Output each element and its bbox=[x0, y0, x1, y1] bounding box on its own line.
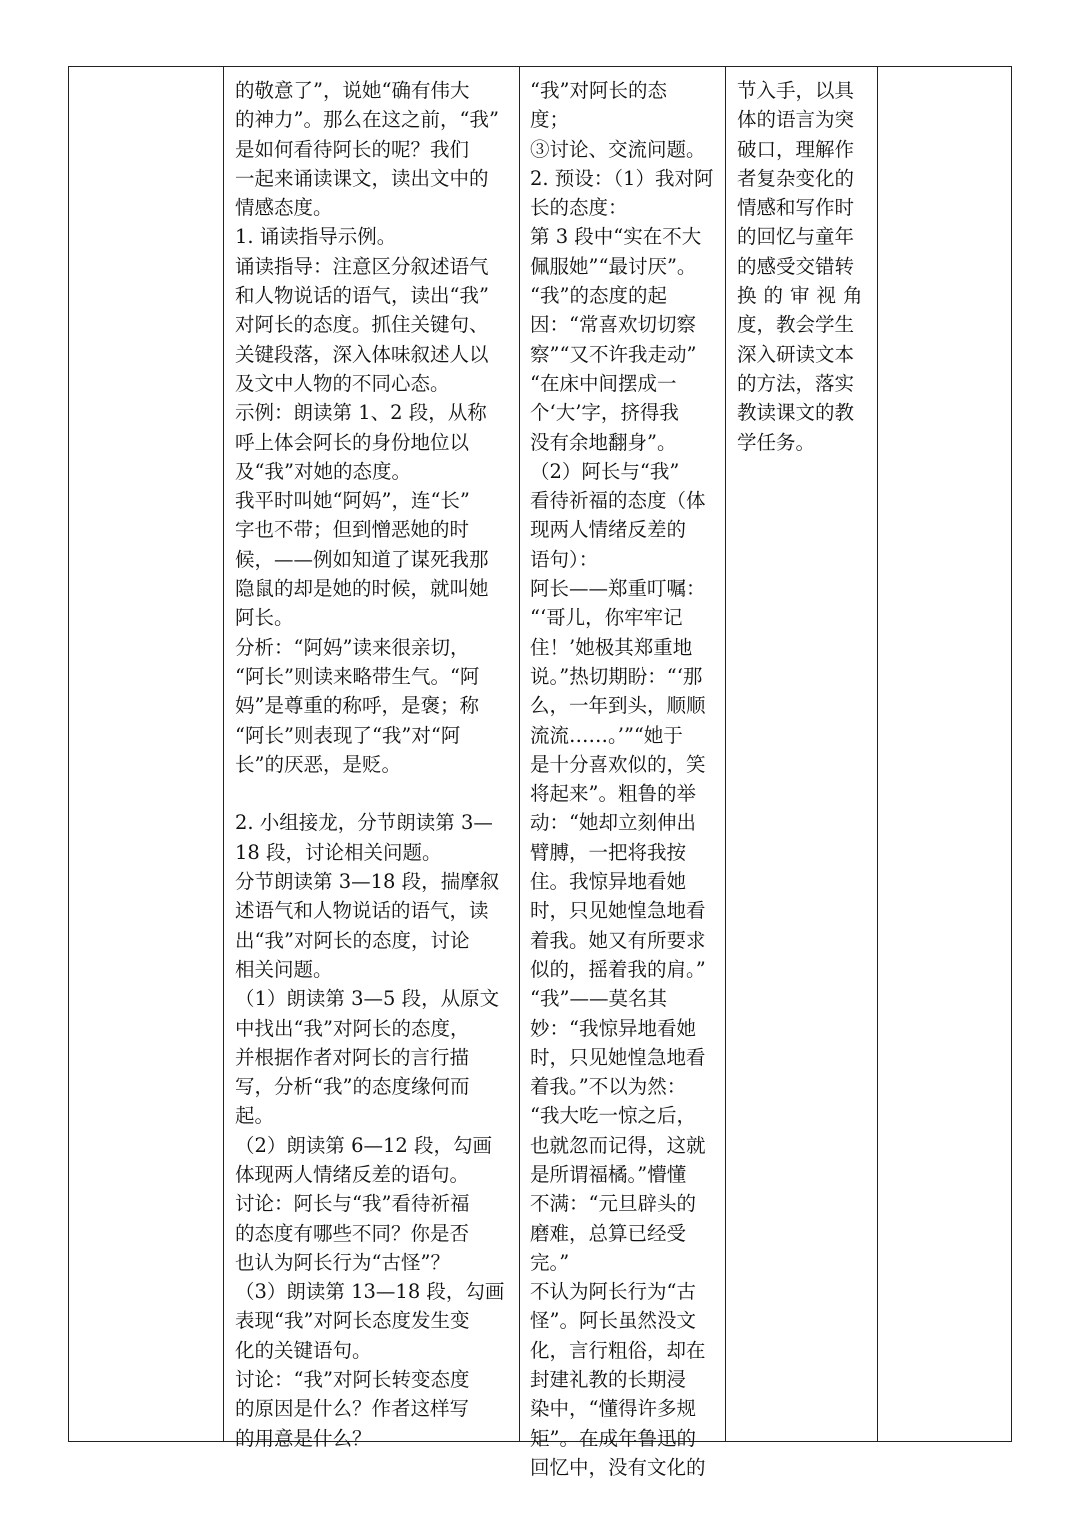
text-line: 也认为阿长行为“古怪”？ bbox=[235, 1250, 450, 1274]
text-line: 的神力”。那么在这之前，“我” bbox=[235, 108, 499, 132]
text-line: 不认为阿长行为“古 bbox=[530, 1280, 696, 1304]
text-line: 长的态度： bbox=[530, 196, 628, 220]
text-line: 分析：“阿妈”读来很亲切， bbox=[235, 635, 470, 659]
text-line: 学任务。 bbox=[737, 430, 816, 454]
text-line: 个‘大’字，挤得我 bbox=[530, 401, 679, 425]
text-line: 阿长——郑重叮嘱： bbox=[530, 577, 706, 601]
text-line: （3）朗读第 13—18 段，勾画 bbox=[235, 1280, 505, 1304]
text-line: 察”“又不许我走动” bbox=[530, 342, 697, 366]
text-line: 1. 诵读指导示例。 bbox=[235, 225, 397, 249]
text-line: 度； bbox=[530, 108, 570, 132]
text-line: 破口，理解作 bbox=[737, 137, 855, 161]
text-line: 化，言行粗俗，却在 bbox=[530, 1338, 706, 1362]
text-line: 起。 bbox=[235, 1104, 275, 1128]
text-line: 流流……。’”“她于 bbox=[530, 723, 683, 747]
text-line: 体现两人情绪反差的语句。 bbox=[235, 1162, 470, 1186]
text-line: 深入研读文本 bbox=[737, 342, 855, 366]
text-line: “我”对阿长的态 bbox=[530, 79, 667, 102]
text-line: 时，只见她惶急地看 bbox=[530, 899, 706, 923]
text-line: “在床中间摆成一 bbox=[530, 371, 677, 395]
text-line: 讨论：阿长与“我”看待祈福 bbox=[235, 1192, 470, 1216]
text-line: 是所谓福橘。”懵懂 bbox=[530, 1162, 687, 1186]
text-line: 妈”是尊重的称呼，是褒；称 bbox=[235, 694, 479, 718]
text-line: 者复杂变化的 bbox=[737, 166, 855, 190]
text-line: 对阿长的态度。抓住关键句、 bbox=[235, 313, 489, 337]
text-line: 妙：“我惊异地看她 bbox=[530, 1016, 696, 1040]
text-line: 因：“常喜欢切切察 bbox=[530, 313, 696, 337]
text-line: 封建礼教的长期浸 bbox=[530, 1368, 687, 1392]
text-line: 第 3 段中“实在不大 bbox=[530, 225, 702, 249]
text-line: 看待祈福的态度（体 bbox=[530, 489, 706, 513]
table-column-1 bbox=[69, 67, 223, 1441]
text-line: 体的语言为突 bbox=[737, 108, 855, 132]
text-line: 说。”热切期盼：“‘那 bbox=[530, 664, 703, 688]
text-line: 出“我”对阿长的态度，讨论 bbox=[235, 928, 470, 952]
text-line: 着我。她又有所要求 bbox=[530, 928, 706, 952]
text-line: 的用意是什么？ bbox=[235, 1426, 372, 1450]
text-line: “我”——莫名其 bbox=[530, 987, 667, 1011]
text-line: 长”的厌恶，是贬。 bbox=[235, 752, 401, 776]
text-line: 我平时叫她“阿妈”，连“长” bbox=[235, 489, 470, 513]
text-line: 及“我”对她的态度。 bbox=[235, 459, 411, 483]
text-line: 的方法，落实 bbox=[737, 371, 855, 395]
text-line bbox=[235, 779, 515, 808]
text-line: 语句）： bbox=[530, 547, 599, 571]
text-line: （2）朗读第 6—12 段，勾画 bbox=[235, 1133, 493, 1157]
text-line: 将起来”。粗鲁的举 bbox=[530, 782, 696, 806]
text-line: 臂膊，一把将我按 bbox=[530, 840, 687, 864]
text-line: 的原因是什么？作者这样写 bbox=[235, 1397, 470, 1421]
text-line: 磨难，总算已经受 bbox=[530, 1221, 687, 1245]
text-line: 着我。”不以为然： bbox=[530, 1075, 687, 1099]
text-line: 么，一年到头，顺顺 bbox=[530, 694, 706, 718]
text-line: 染中，“懂得许多规 bbox=[530, 1397, 696, 1421]
text-line: 换的审视角 bbox=[737, 284, 870, 308]
text-line: 诵读指导：注意区分叙述语气 bbox=[235, 254, 489, 278]
text-line: “我”的态度的起 bbox=[530, 284, 667, 308]
text-line: 的回忆与童年 bbox=[737, 225, 855, 249]
text-line: 示例：朗读第 1、2 段，从称 bbox=[235, 401, 487, 425]
text-line: 中找出“我”对阿长的态度， bbox=[235, 1016, 470, 1040]
text-line: “阿长”则读来略带生气。“阿 bbox=[235, 664, 480, 688]
text-line: 写，分析“我”的态度缘何而 bbox=[235, 1075, 470, 1099]
column-5-text bbox=[878, 67, 1011, 76]
text-line: 字也不带；但到憎恶她的时 bbox=[235, 518, 470, 542]
text-line: 动：“她却立刻伸出 bbox=[530, 811, 696, 835]
table-column-student-activity bbox=[519, 67, 725, 1479]
text-line: 现两人情绪反差的 bbox=[530, 518, 687, 542]
teacher-activity-text bbox=[224, 67, 519, 1453]
text-line: 相关问题。 bbox=[235, 957, 333, 981]
text-line: 矩”。在成年鲁迅的 bbox=[530, 1426, 696, 1450]
text-line: 情感和写作时 bbox=[737, 196, 855, 220]
table-column-5 bbox=[877, 67, 1011, 1441]
text-line: 分节朗读第 3—18 段，揣摩叙 bbox=[235, 870, 500, 894]
text-line: “‘哥儿，你牢牢记 bbox=[530, 606, 683, 630]
text-line: 2. 小组接龙，分节朗读第 3— bbox=[235, 811, 493, 835]
text-line: 隐鼠的却是她的时候，就叫她 bbox=[235, 577, 489, 601]
text-line: 住！’她极其郑重地 bbox=[530, 635, 693, 659]
text-line: 化的关键语句。 bbox=[235, 1338, 372, 1362]
text-line: 完。” bbox=[530, 1250, 570, 1274]
text-line: 呼上体会阿长的身份地位以 bbox=[235, 430, 470, 454]
lesson-plan-table bbox=[68, 66, 1012, 1479]
text-line: ③讨论、交流问题。 bbox=[530, 137, 706, 161]
text-line: 关键段落，深入体味叙述人以 bbox=[235, 342, 489, 366]
table-column-design-intent bbox=[725, 67, 877, 1441]
text-line: 和人物说话的语气，读出“我” bbox=[235, 284, 489, 308]
text-line: 也就忽而记得，这就 bbox=[530, 1133, 706, 1157]
text-line: 度，教会学生 bbox=[737, 313, 855, 337]
text-line: 教读课文的教 bbox=[737, 401, 855, 425]
text-line: 是如何看待阿长的呢？我们 bbox=[235, 137, 470, 161]
text-line: 佩服她”“最讨厌”。 bbox=[530, 254, 697, 278]
text-line: “我大吃一惊之后， bbox=[530, 1104, 696, 1128]
text-line: 候，——例如知道了谋死我那 bbox=[235, 547, 489, 571]
text-line: 是十分喜欢似的，笑 bbox=[530, 752, 706, 776]
text-line: 18 段，讨论相关问题。 bbox=[235, 840, 442, 864]
column-1-text bbox=[69, 67, 223, 76]
text-line: 没有余地翻身”。 bbox=[530, 430, 677, 454]
table-column-teacher-activity bbox=[223, 67, 519, 1450]
text-line: 并根据作者对阿长的言行描 bbox=[235, 1045, 470, 1069]
text-line: （2）阿长与“我” bbox=[530, 459, 680, 483]
text-line: 讨论：“我”对阿长转变态度 bbox=[235, 1368, 470, 1392]
text-line: 及文中人物的不同心态。 bbox=[235, 371, 450, 395]
design-intent-text bbox=[726, 67, 877, 457]
text-line: 表现“我”对阿长态度发生变 bbox=[235, 1309, 470, 1333]
text-line: 阿长。 bbox=[235, 606, 294, 630]
text-line: 住。我惊异地看她 bbox=[530, 870, 687, 894]
text-line: “阿长”则表现了“我”对“阿 bbox=[235, 723, 461, 747]
student-activity-text bbox=[520, 67, 725, 1482]
text-line: 节入手，以具 bbox=[737, 79, 855, 102]
text-line: 的感受交错转 bbox=[737, 254, 855, 278]
text-line: 时，只见她惶急地看 bbox=[530, 1045, 706, 1069]
text-line: （1）朗读第 3—5 段，从原文 bbox=[235, 987, 500, 1011]
text-line: 述语气和人物说话的语气，读 bbox=[235, 899, 489, 923]
text-line: 似的，摇着我的肩。” bbox=[530, 957, 706, 981]
text-line: 2. 预设：（1）我对阿 bbox=[530, 166, 714, 190]
text-line: 的敬意了”，说她“确有伟大 bbox=[235, 79, 470, 102]
text-line: 不满：“元旦辟头的 bbox=[530, 1192, 696, 1216]
text-line: 回忆中，没有文化的 bbox=[530, 1455, 706, 1479]
text-line: 一起来诵读课文，读出文中的 bbox=[235, 166, 489, 190]
text-line: 的态度有哪些不同？你是否 bbox=[235, 1221, 470, 1245]
text-line: 怪”。阿长虽然没文 bbox=[530, 1309, 696, 1333]
text-line: 情感态度。 bbox=[235, 196, 333, 220]
